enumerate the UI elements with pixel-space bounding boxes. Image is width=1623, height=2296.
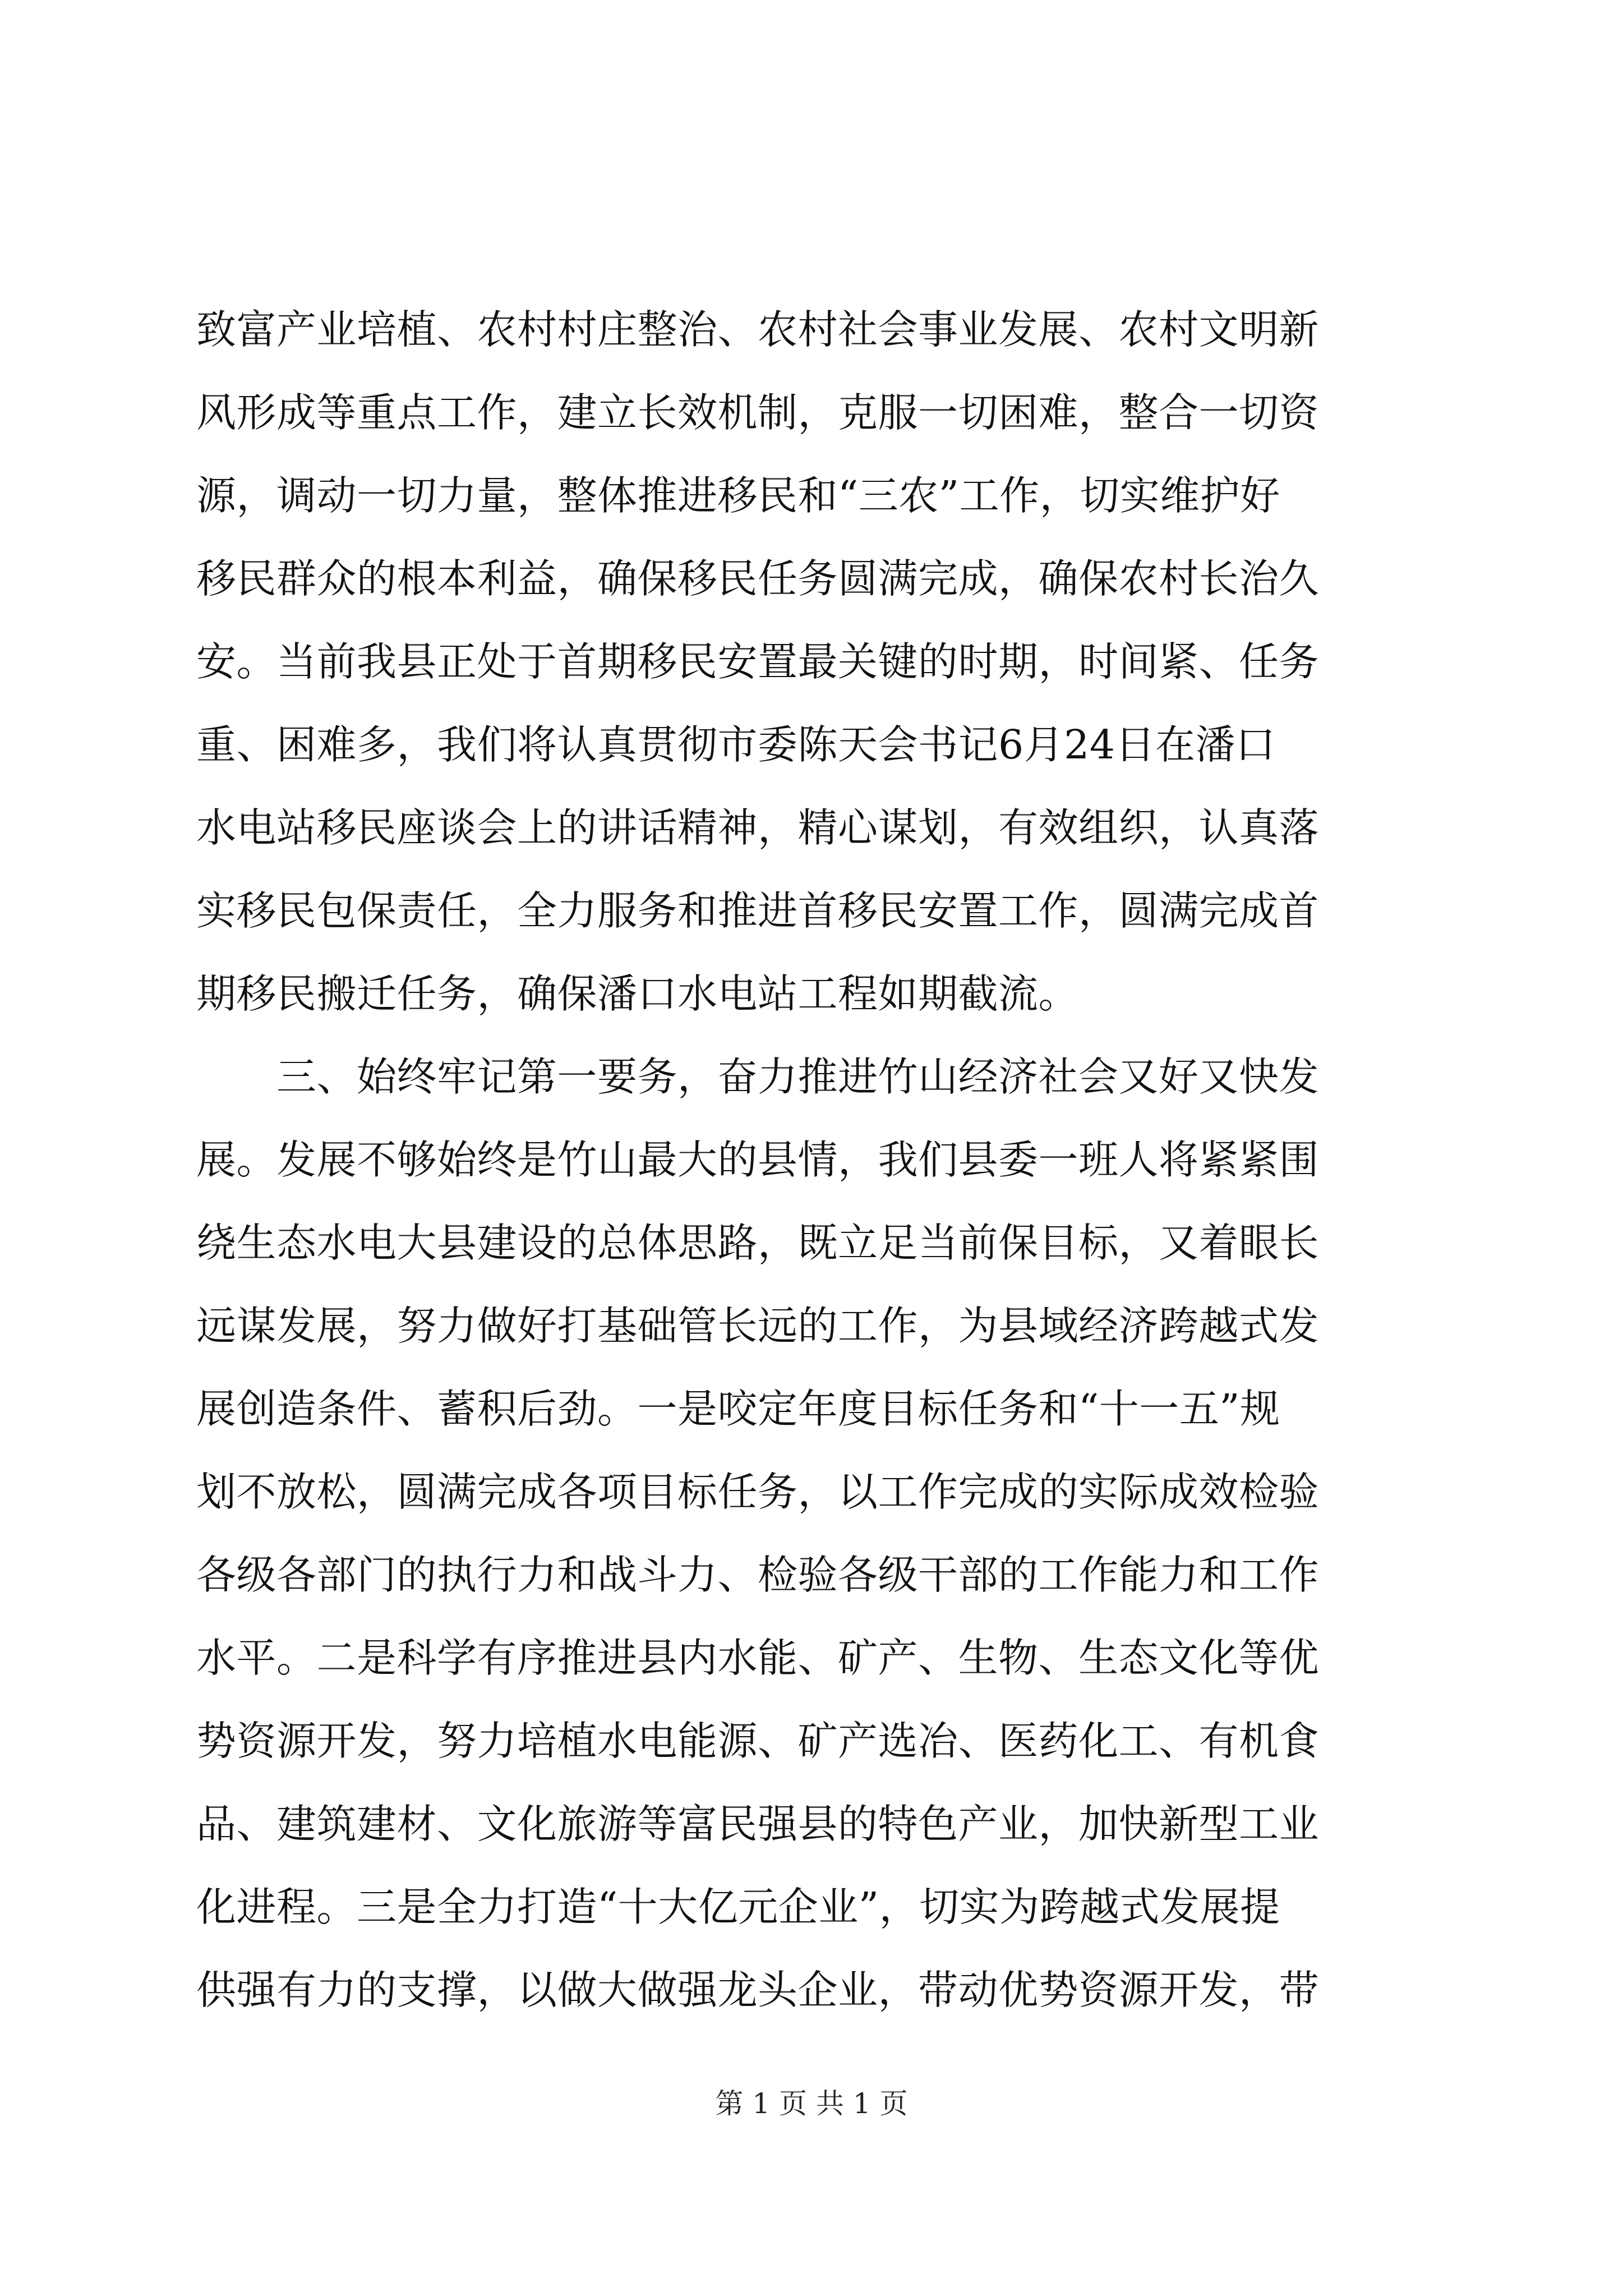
body-text-line: 移民群众的根本利益，确保移民任务圆满完成，确保农村长治久 bbox=[196, 555, 1320, 602]
body-text-line: 致富产业培植、农村村庄整治、农村社会事业发展、农村文明新 bbox=[196, 306, 1320, 353]
body-text-line: 风形成等重点工作，建立长效机制，克服一切困难，整合一切资 bbox=[196, 389, 1320, 436]
page-footer: 第 1 页 共 1 页 bbox=[715, 2087, 908, 2120]
body-text-line: 化进程。三是全力打造“十大亿元企业”，切实为跨越式发展提 bbox=[196, 1884, 1280, 1930]
body-text-line: 品、建筑建材、文化旅游等富民强县的特色产业，加快新型工业 bbox=[196, 1801, 1320, 1847]
body-text-line: 势资源开发，努力培植水电能源、矿产选冶、医药化工、有机食 bbox=[196, 1718, 1320, 1764]
body-text-line: 重、困难多，我们将认真贯彻市委陈天会书记6月24日在潘口 bbox=[196, 721, 1276, 768]
body-text-line: 期移民搬迁任务，确保潘口水电站工程如期截流。 bbox=[196, 970, 1079, 1017]
body-text-line: 远谋发展，努力做好打基础管长远的工作，为县域经济跨越式发 bbox=[196, 1303, 1320, 1349]
body-text-line: 水电站移民座谈会上的讲话精神，精心谋划，有效组织，认真落 bbox=[196, 804, 1320, 851]
body-text-line: 展创造条件、蓄积后劲。一是咬定年度目标任务和“十一五”规 bbox=[196, 1386, 1280, 1432]
body-text-line: 各级各部门的执行力和战斗力、检验各级干部的工作能力和工作 bbox=[196, 1552, 1320, 1598]
body-text-line: 供强有力的支撑，以做大做强龙头企业，带动优势资源开发，带 bbox=[196, 1967, 1320, 2013]
body-text-line: 实移民包保责任，全力服务和推进首移民安置工作，圆满完成首 bbox=[196, 887, 1320, 934]
body-text-line: 绕生态水电大县建设的总体思路，既立足当前保目标，又着眼长 bbox=[196, 1220, 1320, 1266]
body-text-line: 划不放松，圆满完成各项目标任务，以工作完成的实际成效检验 bbox=[196, 1469, 1320, 1515]
body-text-line: 安。当前我县正处于首期移民安置最关键的时期，时间紧、任务 bbox=[196, 638, 1320, 685]
section-heading-line: 三、始终牢记第一要务，奋力推进竹山经济社会又好又快发 bbox=[196, 1053, 1320, 1100]
body-text-line: 源，调动一切力量，整体推进移民和“三农”工作，切实维护好 bbox=[196, 472, 1280, 519]
body-text-line: 水平。二是科学有序推进县内水能、矿产、生物、生态文化等优 bbox=[196, 1635, 1320, 1681]
body-text-line: 展。发展不够始终是竹山最大的县情，我们县委一班人将紧紧围 bbox=[196, 1137, 1320, 1183]
